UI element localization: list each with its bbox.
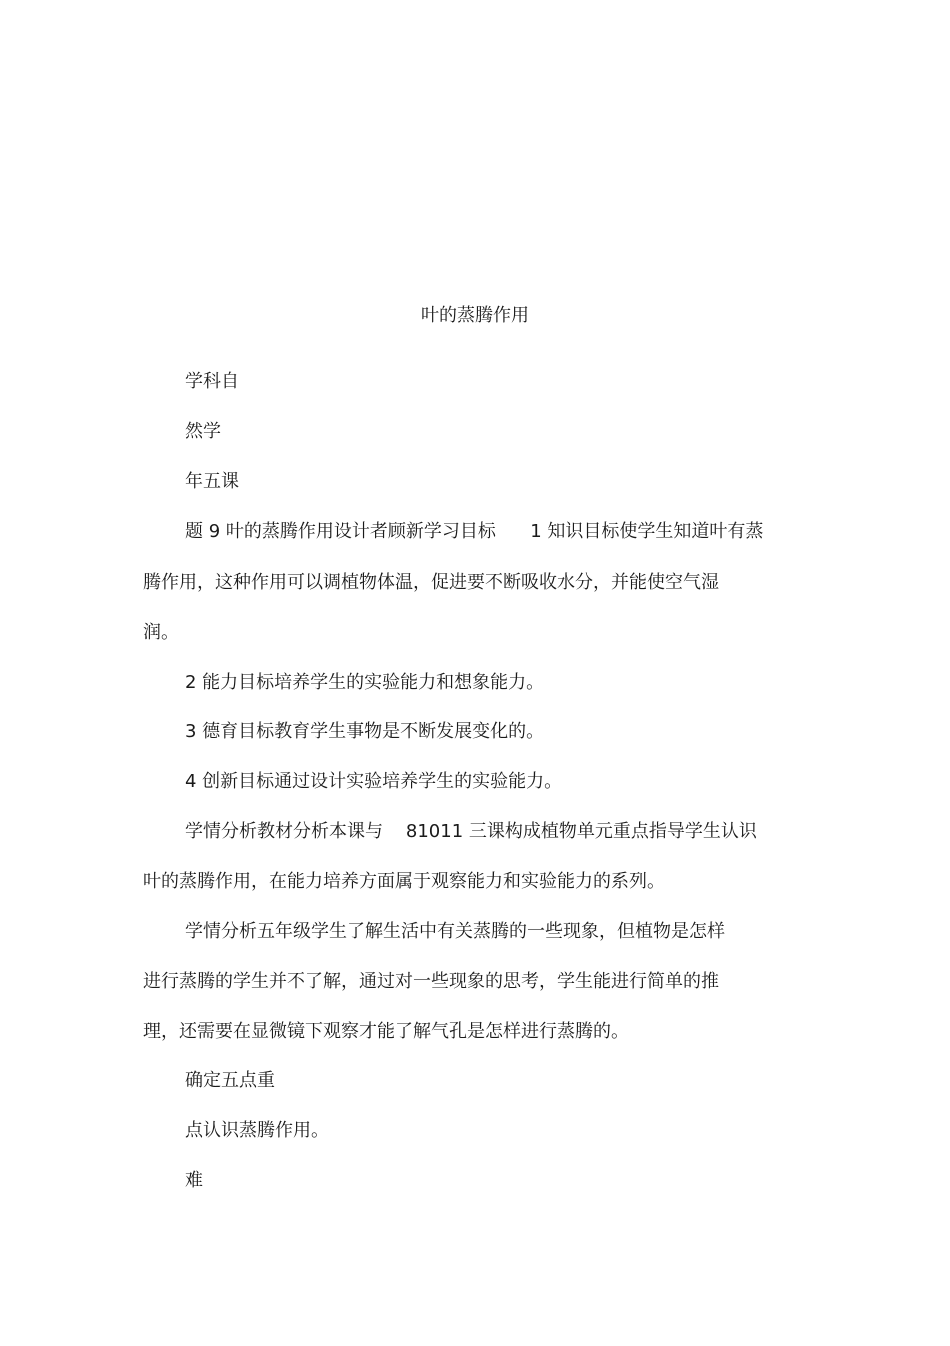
text-line: 3 德育目标教育学生事物是不断发展变化的。 [185,721,545,742]
text-line: 理，还需要在显微镜下观察才能了解气孔是怎样进行蒸腾的。 [143,1021,629,1042]
text-line: 学情分析五年级学生了解生活中有关蒸腾的一些现象，但植物是怎样 [185,921,725,942]
text-line: 叶的蒸腾作用，在能力培养方面属于观察能力和实验能力的系列。 [143,871,665,892]
text-line: 难 [185,1170,203,1191]
text-line: 年五课 [185,471,239,492]
text-line: 点认识蒸腾作用。 [185,1120,329,1141]
text-line: 腾作用，这种作用可以调植物体温，促进要不断吸收水分，并能使空气湿 [143,572,719,593]
document-title: 叶的蒸腾作用 [421,305,529,326]
text-line: 2 能力目标培养学生的实验能力和想象能力。 [185,672,545,693]
text-line: 学科自 [185,371,239,392]
text-line: 润。 [143,622,179,643]
text-line: 确定五点重 [185,1070,275,1091]
text-line: 学情分析教材分析本课与 81011 三课构成植物单元重点指导学生认识 [185,821,757,842]
text-line: 题 9 叶的蒸腾作用设计者顾新学习目标 1 知识目标使学生知道叶有蒸 [185,521,764,542]
text-line: 然学 [185,421,221,442]
text-line: 进行蒸腾的学生并不了解，通过对一些现象的思考，学生能进行简单的推 [143,971,719,992]
text-line: 4 创新目标通过设计实验培养学生的实验能力。 [185,771,563,792]
